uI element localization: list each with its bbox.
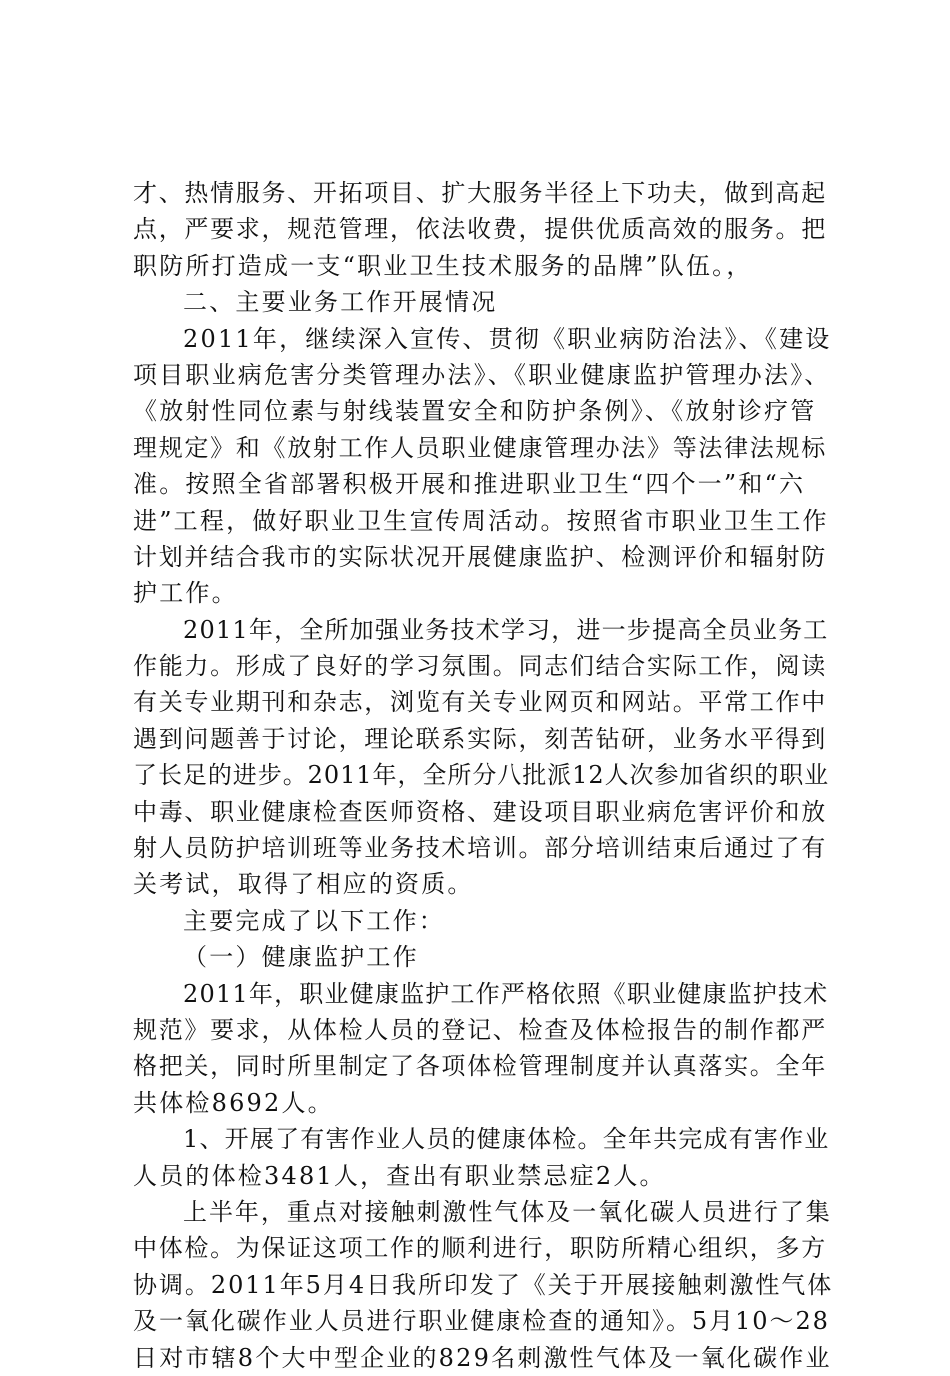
text-line: 遇到问题善于讨论，理论联系实际，刻苦钻研，业务水平得到 <box>133 724 827 753</box>
text-line: 进”工程，做好职业卫生宣传周活动。按照省市职业卫生工作 <box>133 506 829 535</box>
text-line: 日对市辖8个大中型企业的829名刺激性气体及一氧化碳作业 <box>133 1343 832 1372</box>
text-line: 中体检。为保证这项工作的顺利进行，职防所精心组织，多方 <box>133 1234 827 1263</box>
text-line: 准。按照全省部署积极开展和推进职业卫生“四个一”和“六 <box>133 470 806 499</box>
text-line: 上半年，重点对接触刺激性气体及一氧化碳人员进行了集 <box>183 1197 832 1226</box>
text-line: 才、热情服务、开拓项目、扩大服务半径上下功夫，做到高起 <box>133 179 827 207</box>
text-line: 点，严要求，规范管理，依法收费，提供优质高效的服务。把 <box>133 215 827 244</box>
text-line: 了长足的进步。2011年，全所分八批派12人次参加省织的职业 <box>133 761 830 790</box>
document-body <box>133 175 833 1376</box>
text-line: 人员的体检3481人，查出有职业禁忌症2人。 <box>133 1161 666 1190</box>
text-line: 2011年，职业健康监护工作严格依照《职业健康监护技术 <box>183 979 829 1008</box>
text-line: 射人员防护培训班等业务技术培训。部分培训结束后通过了有 <box>133 834 827 863</box>
text-line: 格把关，同时所里制定了各项体检管理制度并认真落实。全年 <box>133 1052 827 1081</box>
text-line: 2011年，继续深入宣传、贯彻《职业病防治法》、《建设 <box>183 324 832 353</box>
text-line: 关考试，取得了相应的资质。 <box>133 870 474 899</box>
text-line: 规范》要求，从体检人员的登记、检查及体检报告的制作都严 <box>133 1015 827 1044</box>
text-line: 项目职业病危害分类管理办法》、《职业健康监护管理办法》、 <box>133 360 831 389</box>
text-line: 二、主要业务工作开展情况 <box>183 288 498 317</box>
text-line: 中毒、职业健康检查医师资格、建设项目职业病危害评价和放 <box>133 797 827 826</box>
text-line: 协调。2011年5月4日我所印发了《关于开展接触刺激性气体 <box>133 1270 834 1299</box>
text-line: 《放射性同位素与射线装置安全和防护条例》、《放射诊疗管 <box>133 397 817 426</box>
text-line: 作能力。形成了良好的学习氛围。同志们结合实际工作，阅读 <box>133 652 827 681</box>
text-line: 主要完成了以下工作： <box>183 906 445 935</box>
text-line: 1、开展了有害作业人员的健康体检。全年共完成有害作业 <box>183 1125 830 1154</box>
text-line: 理规定》和《放射工作人员职业健康管理办法》等法律法规标 <box>133 433 827 462</box>
text-line: 共体检8692人。 <box>133 1088 334 1117</box>
text-line: 护工作。 <box>133 579 238 608</box>
text-line: 计划并结合我市的实际状况开展健康监护、检测评价和辐射防 <box>133 542 827 571</box>
text-line: 职防所打造成一支“职业卫生技术服务的品牌”队伍。， <box>133 251 753 280</box>
text-line: 及一氧化碳作业人员进行职业健康检查的通知》。5月10～28 <box>133 1307 830 1336</box>
text-line: 有关专业期刊和杂志，浏览有关专业网页和网站。平常工作中 <box>133 688 827 717</box>
text-line: 2011年，全所加强业务技术学习，进一步提高全员业务工 <box>183 615 829 644</box>
text-line: （一）健康监护工作 <box>183 943 419 972</box>
